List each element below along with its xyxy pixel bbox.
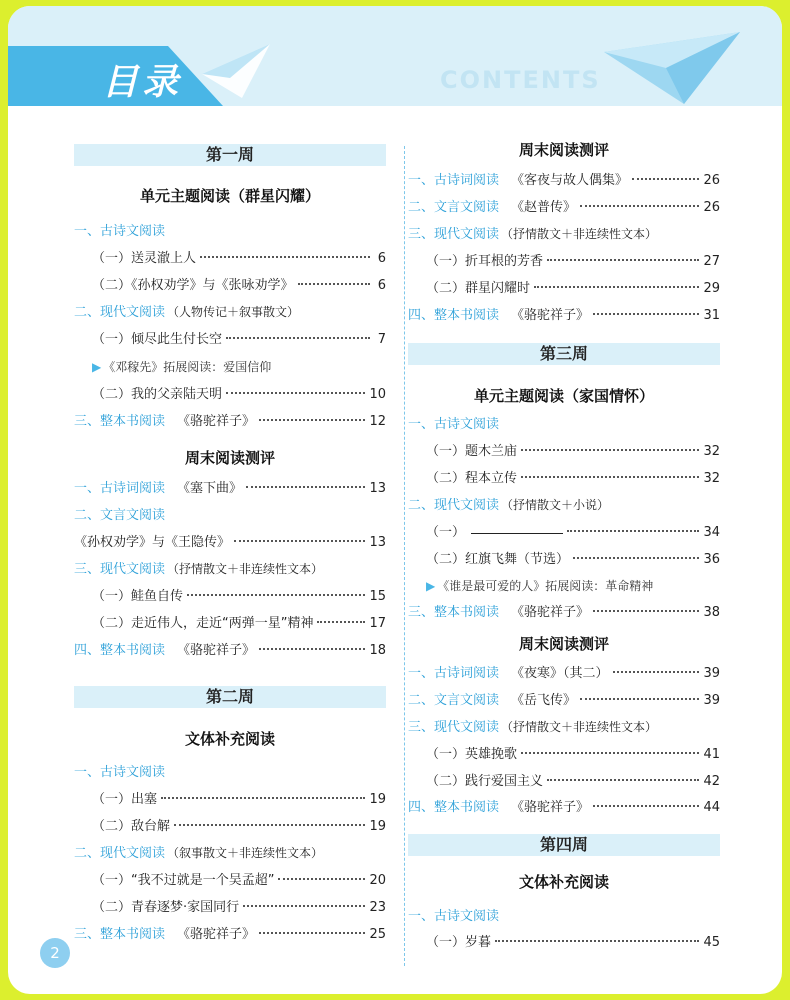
section-heading: 周末阅读测评 (518, 635, 609, 653)
column-divider (404, 146, 405, 966)
toc-entry[interactable]: 《孙权劝学》与《王隐传》 13 (74, 535, 386, 550)
toc-category[interactable]: 三、整本书阅读 《骆驼祥子》 38 (408, 605, 720, 620)
toc-entry[interactable]: （一）折耳根的芳香 27 (426, 254, 720, 269)
toc-category[interactable]: 三、整本书阅读 《骆驼祥子》 12 (74, 414, 386, 429)
section-heading: 周末阅读测评 (518, 141, 609, 159)
toc-category[interactable]: 二、文言文阅读 《赵普传》 26 (408, 200, 720, 215)
paper-plane-small-icon (202, 44, 272, 100)
header-banner (8, 6, 782, 106)
toc-category[interactable]: 一、古诗文阅读 (74, 765, 166, 780)
toc-category[interactable]: 二、现代文阅读 （人物传记＋叙事散文） (74, 305, 300, 320)
toc-category[interactable]: 三、现代文阅读 （抒情散文＋非连续性文本） (74, 562, 324, 577)
week-heading: 第四周 (408, 834, 720, 856)
toc-category[interactable]: 二、文言文阅读 《岳飞传》 39 (408, 693, 720, 708)
page-title-en: CONTENTS (440, 66, 601, 94)
toc-entry[interactable]: （一） 34 (426, 525, 720, 540)
section-heading: 单元主题阅读（群星闪耀） (139, 187, 320, 205)
section-heading: 单元主题阅读（家国情怀） (473, 387, 654, 405)
toc-entry[interactable]: （二）走近伟人，走近“两弹一星”精神 17 (92, 616, 386, 631)
section-heading: 文体补充阅读 (184, 730, 275, 748)
toc-entry[interactable]: （二）我的父亲陆天明 10 (92, 387, 386, 402)
page (8, 6, 782, 994)
toc-entry[interactable]: （一）岁暮 45 (426, 935, 720, 950)
toc-category[interactable]: 四、整本书阅读 《骆驼祥子》 18 (74, 643, 386, 658)
toc-category[interactable]: 二、现代文阅读 （叙事散文＋非连续性文本） (74, 846, 324, 861)
toc-category[interactable]: 一、古诗词阅读 《塞下曲》 13 (74, 481, 386, 496)
toc-entry[interactable]: （一）出塞 19 (92, 792, 386, 807)
week-heading: 第二周 (74, 686, 386, 708)
toc-category[interactable]: 二、文言文阅读 (74, 508, 166, 523)
toc-category[interactable]: 一、古诗文阅读 (408, 417, 500, 432)
week-heading: 第一周 (74, 144, 386, 166)
toc-entry[interactable]: （二）敌台解 19 (92, 819, 386, 834)
triangle-icon: ▶ (426, 579, 436, 593)
toc-extension[interactable]: ▶ 《谁是最可爱的人》拓展阅读：革命精神 (426, 579, 654, 593)
toc-entry[interactable]: （二）群星闪耀时 29 (426, 281, 720, 296)
toc-extension[interactable]: ▶ 《邓稼先》拓展阅读：爱国信仰 (92, 360, 272, 374)
toc-entry[interactable]: （一）英雄挽歌 41 (426, 747, 720, 762)
toc-entry[interactable]: （一）送灵澈上人 6 (92, 251, 386, 266)
toc-category[interactable]: 一、古诗词阅读 《夜寒》（其二） 39 (408, 666, 720, 681)
toc-entry[interactable]: （一）题木兰庙 32 (426, 444, 720, 459)
toc-category[interactable]: 一、古诗文阅读 (408, 909, 500, 924)
toc-entry[interactable]: （二）红旗飞舞（节选） 36 (426, 552, 720, 567)
fill-in-blank (471, 533, 563, 534)
toc-category[interactable]: 三、整本书阅读 《骆驼祥子》 25 (74, 927, 386, 942)
toc-category[interactable]: 三、现代文阅读 （抒情散文＋非连续性文本） (408, 720, 658, 735)
toc-category[interactable]: 二、现代文阅读 （抒情散文＋小说） (408, 498, 610, 513)
toc-category[interactable]: 四、整本书阅读 《骆驼祥子》 31 (408, 308, 720, 323)
toc-entry[interactable]: （一）鲑鱼自传 15 (92, 589, 386, 604)
section-heading: 文体补充阅读 (518, 873, 609, 891)
toc-entry[interactable]: （二）青春逐梦·家国同行 23 (92, 900, 386, 915)
toc-entry[interactable]: （二）《孙权劝学》与《张咏劝学》 6 (92, 278, 386, 293)
toc-category[interactable]: 一、古诗词阅读 《客夜与故人偶集》 26 (408, 173, 720, 188)
toc-category[interactable]: 四、整本书阅读 《骆驼祥子》 44 (408, 800, 720, 815)
paper-plane-icon (604, 24, 744, 106)
page-number: 2 (40, 938, 70, 968)
toc-entry[interactable]: （二）践行爱国主义 42 (426, 774, 720, 789)
toc-entry[interactable]: （一）倾尽此生付长空 7 (92, 332, 386, 347)
toc-category[interactable]: 一、古诗文阅读 (74, 224, 166, 239)
week-heading: 第三周 (408, 343, 720, 365)
page-title: 目录 (102, 62, 183, 103)
triangle-icon: ▶ (92, 360, 102, 374)
toc-category[interactable]: 三、现代文阅读 （抒情散文＋非连续性文本） (408, 227, 658, 242)
toc-entry[interactable]: （一）“我不过就是一个吴孟超” 20 (92, 873, 386, 888)
toc-entry[interactable]: （二）程本立传 32 (426, 471, 720, 486)
section-heading: 周末阅读测评 (184, 449, 275, 467)
